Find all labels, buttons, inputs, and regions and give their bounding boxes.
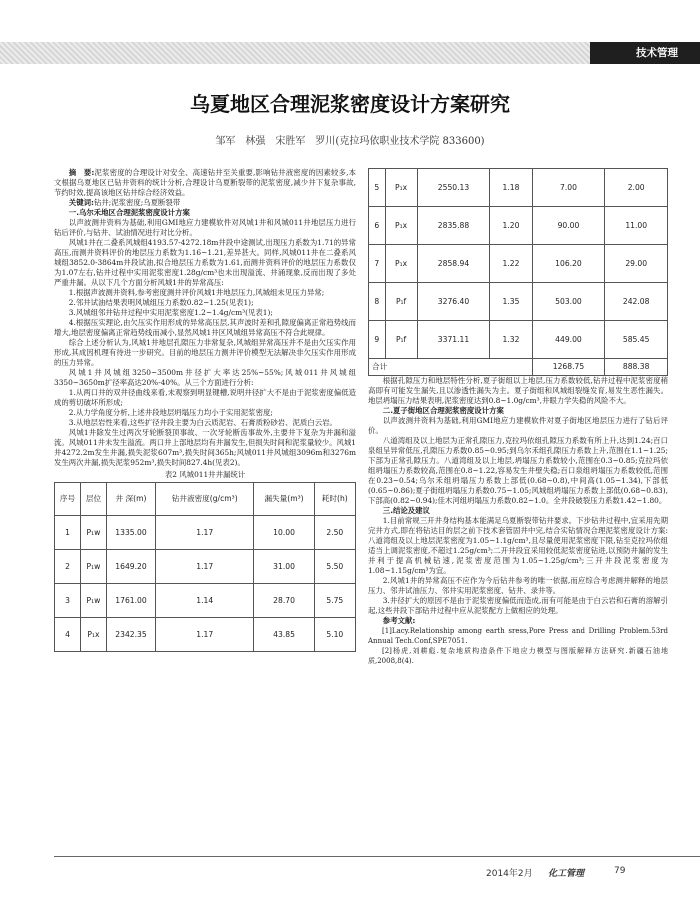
table-cell: 1.18	[490, 169, 532, 207]
table-cell: 29.00	[605, 245, 668, 283]
page-number: 79	[614, 866, 626, 876]
paragraph: 2.风城1井的异常高压不应作为今后钻井参考的唯一依据,而应综合考虑测井解释的地层压力、邻井试油压力、邻井实用泥浆密度、钻井、录井等。	[368, 576, 668, 595]
table-cell: 9	[369, 321, 386, 359]
table-cell: 1649.20	[106, 550, 155, 584]
table-cell: 90.00	[532, 207, 605, 245]
table-row	[55, 584, 356, 618]
table-row	[55, 618, 356, 652]
paragraph: 3.风城组邻井钻井过程中实用泥浆密度1.2~1.4g/cm³(见表1);	[68, 308, 273, 317]
paragraph: 以声波测井资料为基础,利用GMI地应力建模软件对风城1井和风城011井地层压力进行钻后评价,与钻井、试油情况进行对比分析。	[54, 218, 356, 237]
abstract	[54, 168, 356, 198]
footer-journal: 化工管理	[548, 869, 585, 879]
table-cell: 8	[369, 283, 386, 321]
table-cell: 1.17	[156, 516, 254, 550]
table-cell: 43.85	[254, 618, 314, 652]
table-row	[369, 321, 668, 359]
section-1-title: 一.乌尔禾地区合理泥浆密度设计方案	[68, 208, 190, 217]
table-cell: 1.22	[490, 245, 532, 283]
paragraph: 1.目前常规三开井身结构基本能满足乌夏断裂带钻井要求。下步钻井过程中,宜采用先期完井方式,即在将钻达目的层之前下技术套管固井中完,结合实钻情况合理泥浆密度设计方案:八道湾组及以上地层泥浆密度为1.05~1.1g/cm³,且尽量使用泥浆密度下限,钻至克拉玛依组适当上调泥浆密度,不超过1.25g/cm³;二开井段宜采用较低泥浆密度钻进,以预防井漏的发生并利于提高机械钻速,泥浆密度范围为1.05~1.25g/cm³;三开井段泥浆密度为1.08~1.15g/cm³为宜。	[368, 516, 668, 575]
table-header-cell: 漏失量(m³)	[254, 483, 314, 516]
table-cell: 2	[55, 550, 81, 584]
table-cell: 5.10	[314, 618, 355, 652]
table-cell: 2835.88	[417, 207, 490, 245]
table-cell: 106.20	[532, 245, 605, 283]
table-cell: 1.20	[490, 207, 532, 245]
table-cell: 4	[55, 618, 81, 652]
section-3-title: 三.结论及建议	[382, 506, 430, 515]
paragraph: 风城1井风城组3250~3500m井径扩大率达25%~55%;风城011井风城组3350~3650m扩径率高达20%-40%。从三个方面进行分析:	[54, 368, 356, 387]
table-cell: 1	[55, 516, 81, 550]
table-cell: P₁x	[385, 245, 417, 283]
paragraph: 综合上述分析认为,风城1井地层孔隙压力非常复杂,风城组异常高压并不是由欠压实作用形成,其成因机理有待进一步研究。目前的地层压力测井评价模型无法解决非欠压实作用形成的压力异常。	[54, 338, 356, 367]
table-cell: 2858.94	[417, 245, 490, 283]
table-cell: P₁x	[385, 207, 417, 245]
paragraph: 八道湾组及以上地层为正常孔隙压力,克拉玛依组孔隙压力系数有所上升,达到1.24;百口泉组呈异常低压,孔隙压力系数0.85~0.95;到乌尔禾组孔隙压力系数上升,范围在1.1~1.25;下部为正常孔隙压力。八道湾组及以上地层,坍塌压力系数较小,范围在0.3~0.85;克拉玛依组坍塌压力系数较高,范围在0.8~1.22,容易发生井壁失稳;百口泉组坍塌压力系数较低,范围在0.23~0.54;乌尔禾组坍塌压力系数上部低(0.68~0.8),中间高(1.05~1.34),下部低(0.65~0.86);夏子街组坍塌压力系数0.75~1.05;风城组坍塌压力系数上部低(0.68~0.83),下部高(0.82~0.94);佳木河组坍塌压力系数0.82~1.0。全井段破裂压力系数1.42~1.80。	[368, 436, 668, 505]
table-header-cell: 层位	[80, 483, 106, 516]
table-cell: P₁f	[385, 321, 417, 359]
table-cell: 503.00	[532, 283, 605, 321]
table-cell: 1.14	[156, 584, 254, 618]
article-title: 乌夏地区合理泥浆密度设计方案研究	[190, 92, 510, 116]
paragraph: 1.从两口井的双井径曲线来看,未观察到明显键槽,说明井径扩大不是由于泥浆密度偏低造成的剪切破坏所形成;	[54, 388, 356, 407]
table-cell: P₁w	[80, 550, 106, 584]
table-row	[55, 516, 356, 550]
table-cell: 6	[369, 207, 386, 245]
paragraph: 4.根据压实理论,由欠压实作用形成的异常高压层,其声波时差和孔隙度偏离正常趋势线而增大,地层密度偏离正常趋势线而减小,显然风城1井区风城组异常高压不符合此规律。	[54, 318, 356, 337]
table-row	[369, 283, 668, 321]
paragraph: 风城1井除发生过两次牙轮断裂顶事故、一次牙轮断齿事故外,主要井下复杂为井漏和溢流。风城011井未发生溢流。两口井上部地层均有井漏发生,但损失时间和泥浆量较少。风城1井4272.2m发生井漏,损失泥浆607m³,损失时间365h;风城011井风城组3096m和3276m发生两次井漏,损失泥浆952m³,损失时间827.4h(见表2)。	[54, 428, 357, 467]
paragraph: 2.从力学角度分析,上述井段地层坍塌压力均小于实用泥浆密度;	[68, 408, 273, 417]
paragraph: 3.井径扩大的原因不是由于泥浆密度偏低而造成,而有可能是由于白云岩和石膏的溶解引起,这些井段下部钻井过程中应从泥浆配方上做相应的处理。	[368, 596, 668, 615]
leak-table-part2	[368, 168, 668, 376]
table-cell: P₁f	[385, 283, 417, 321]
table-cell: 7	[369, 245, 386, 283]
table-cell: 449.00	[532, 321, 605, 359]
table-header-cell: 耗时(h)	[314, 483, 355, 516]
table-cell: P₁x	[80, 618, 106, 652]
keywords	[54, 198, 356, 208]
table-total-cell: 1268.75	[532, 359, 605, 376]
table-cell: 1.17	[156, 550, 254, 584]
table-cell: 2550.13	[417, 169, 490, 207]
table-cell: 5.75	[314, 584, 355, 618]
table-cell: 5.50	[314, 550, 355, 584]
paragraph: 风城1井在二叠系风城组4193.57-4272.18m井段中途测试,出现压力系数为1.71的异常高压,而测井资料评价的地层压力系数为1.16~1.21,差异甚大。同样,风城011井在二叠系风城组3852.0-3864m井段试油,拟合地层压力系数为1.61,而测井资料评价的地层压力系数仅为1.07左右,钻井过程中实用泥浆密度1.28g/cm³也未出现溢流、井涌现象,反而出现了多处严重井漏。从以下几个方面分析风城1井的异常高压:	[54, 238, 356, 287]
left-column	[54, 168, 356, 652]
abstract-text: 泥浆密度的合理设计对安全、高速钻井至关重要,影响钻井液密度的因素较多,本文根据乌夏地区已钻井资料的统计分析,合理设计乌夏断裂带的泥浆密度,减少井下复杂事故,节约时效,提高该地区钻井综合经济效益。	[54, 168, 357, 197]
table-total-label: 合计	[369, 359, 533, 376]
table-caption: 表2 风城011井井漏统计	[164, 470, 246, 479]
table-cell: 7.00	[532, 169, 605, 207]
right-column	[368, 168, 668, 666]
table-row	[55, 550, 356, 584]
article-authors: 邹军 林强 宋胜军 罗川(克拉玛依职业技术学院 833600)	[215, 136, 485, 147]
table-cell: 1335.00	[106, 516, 155, 550]
table-cell: P₁w	[80, 584, 106, 618]
section-2-title: 二.夏子街地区合理泥浆密度设计方案	[382, 406, 504, 415]
table-cell: 1.17	[156, 618, 254, 652]
table-cell: 1.32	[490, 321, 532, 359]
table-cell: 1.35	[490, 283, 532, 321]
table-cell: 1761.00	[106, 584, 155, 618]
table-row	[369, 169, 668, 207]
table-header-cell: 井 深(m)	[106, 483, 155, 516]
table-cell: 2342.35	[106, 618, 155, 652]
table-total-cell: 888.38	[605, 359, 668, 376]
table-cell: 31.00	[254, 550, 314, 584]
section-label: 技术管理	[636, 47, 678, 59]
reference-item: [1]Lacy.Relationship among earth sress,Pore Press and Drilling Problem.53rd Annual Tech.Conf,SPE7051.	[368, 627, 668, 645]
table-cell: P₁x	[385, 169, 417, 207]
table-cell: 2.00	[605, 169, 668, 207]
table-cell: 28.70	[254, 584, 314, 618]
table-cell: P₁w	[80, 516, 106, 550]
table-cell: 11.00	[605, 207, 668, 245]
paragraph: 根据孔隙压力和地层特性分析,夏子街组以上地层,压力系数较低,钻井过程中泥浆密度稍高即有可能发生漏失,且以渗透性漏失为主。夏子街组和风城组裂缝发育,易发生恶性漏失。地层坍塌压力结果表明,泥浆密度达到0.8~1.0g/cm³,井眼力学失稳的风险不大。	[368, 376, 668, 405]
table-cell: 242.08	[605, 283, 668, 321]
references-title: 参考文献:	[382, 616, 416, 625]
keywords-text: 钻井;泥浆密度;乌夏断裂带	[93, 198, 181, 207]
table-header-cell: 钻井液密度(g/cm³)	[156, 483, 254, 516]
table-cell: 2.50	[314, 516, 355, 550]
table-cell: 585.45	[605, 321, 668, 359]
paragraph: 2.邻井试油结果表明风城组压力系数0.82~1.25(见表1);	[68, 298, 254, 307]
table-row	[369, 245, 668, 283]
table-cell: 3276.40	[417, 283, 490, 321]
footer-rule	[54, 856, 700, 857]
table-cell: 5	[369, 169, 386, 207]
table-header-row	[55, 483, 356, 516]
footer-date: 2014年2月	[486, 869, 533, 879]
table-row	[369, 207, 668, 245]
reference-item: [2]杨虎,刘耕彪.复杂地质构造条件下地应力模型与图版解释方法研究.新疆石油地质,2008,8(4).	[368, 647, 668, 665]
table-cell: 3371.11	[417, 321, 490, 359]
table-header-cell: 序号	[55, 483, 81, 516]
paragraph: 以声波测井资料为基础,利用GMI地应力建模软件对夏子街地区地层压力进行了钻后评价。	[368, 416, 668, 435]
paragraph: 1.根据声波测井资料,参考密度测井评价风城1井地层压力,风城组未见压力异常;	[68, 288, 325, 297]
table-cell: 3	[55, 584, 81, 618]
abstract-label: 摘 要:	[68, 168, 95, 177]
leak-table-part1	[54, 482, 356, 652]
table-cell: 10.00	[254, 516, 314, 550]
paragraph: 3.从地层岩性来看,这些扩径井段主要为白云质泥岩、石膏质粉砂岩、泥质白云岩。	[68, 418, 337, 427]
keywords-label: 关键词:	[68, 198, 94, 207]
table-total-row	[369, 359, 668, 376]
